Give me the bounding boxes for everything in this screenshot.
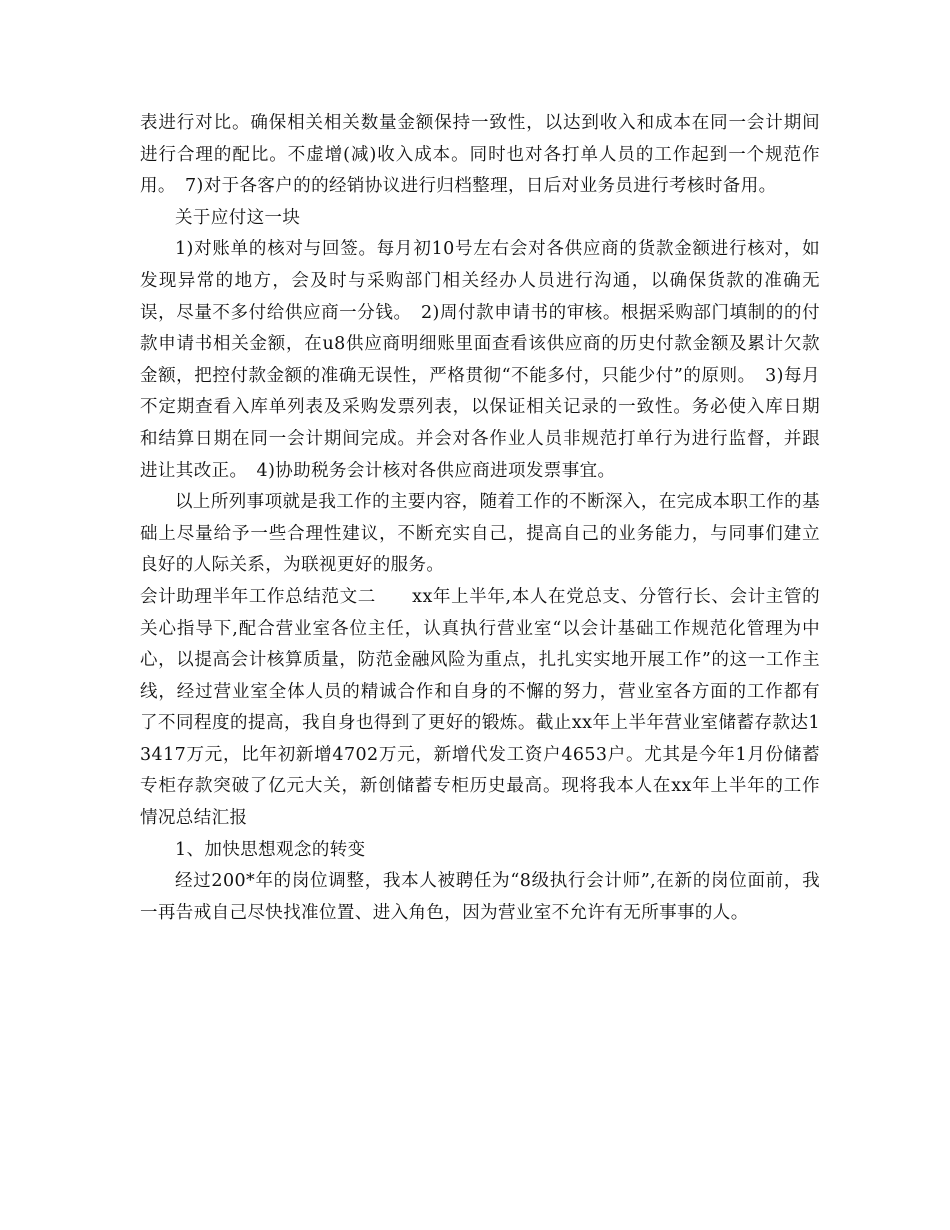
paragraph-1: 表进行对比。确保相关相关数量金额保持一致性，以达到收入和成本在同一会计期间进行合理的配比。不虚增(减)收入成本。同时也对各打单人员的工作起到一个规范作用。 7)对于各客户的的经销协议进行归档整理，日后对业务员进行考核时备用。: [140, 113, 820, 197]
paragraph-sample-two: 会计助理半年工作总结范文二 xx年上半年,本人在党总支、分管行长、会计主管的关心指导下,配合营业室各位主任，认真执行营业室“以会计基础工作规范化管理为中心，以提高会计核算质量，防范金融风险为重点，扎扎实实地开展工作”的这一工作主线，经过营业室全体人员的精诚合作和自身的不懈的努力，营业室各方面的工作都有了不同程度的提高，我自身也得到了更好的锻炼。截止xx年上半年营业室储蓄存款达13417万元，比年初新增4702万元，新增代发工资户4653户。尤其是今年1月份储蓄专柜存款突破了亿元大关，新创储蓄专柜历史最高。现将我本人在xx年上半年的工作情况总结汇报: [140, 586, 820, 829]
document-body: [140, 108, 820, 929]
paragraph-position: 经过200*年的岗位调整，我本人被聘任为“8级执行会计师”,在新的岗位面前，我一再告戒自己尽快找准位置、进入角色，因为营业室不允许有无所事事的人。: [140, 871, 820, 923]
paragraph-payables-items: 1)对账单的核对与回签。每月初10号左右会对各供应商的货款金额进行核对，如发现异常的地方，会及时与采购部门相关经办人员进行沟通，以确保货款的准确无误，尽量不多付给供应商一分钱。 2)周付款申请书的审核。根据采购部门填制的的付款申请书相关金额，在u8供应商明细账里面查看该供应商的历史付款金额及累计欠款金额，把控付款金额的准确无误性，严格贯彻“不能多付，只能少付”的原则。 3)每月不定期查看入库单列表及采购发票列表，以保证相关记录的一致性。务必使入库日期和结算日期在同一会计期间完成。并会对各作业人员非规范打单行为进行监督，并跟进让其改正。 4)协助税务会计核对各供应商进项发票事宜。: [140, 239, 820, 481]
section-heading-mindset: 1、加快思想观念的转变: [175, 839, 366, 860]
section-heading-payables: 关于应付这一块: [175, 207, 301, 228]
paragraph-summary: 以上所列事项就是我工作的主要内容，随着工作的不断深入，在完成本职工作的基础上尽量给予一些合理性建议，不断充实自己，提高自己的业务能力，与同事们建立良好的人际关系，为联视更好的服务。: [140, 492, 820, 576]
